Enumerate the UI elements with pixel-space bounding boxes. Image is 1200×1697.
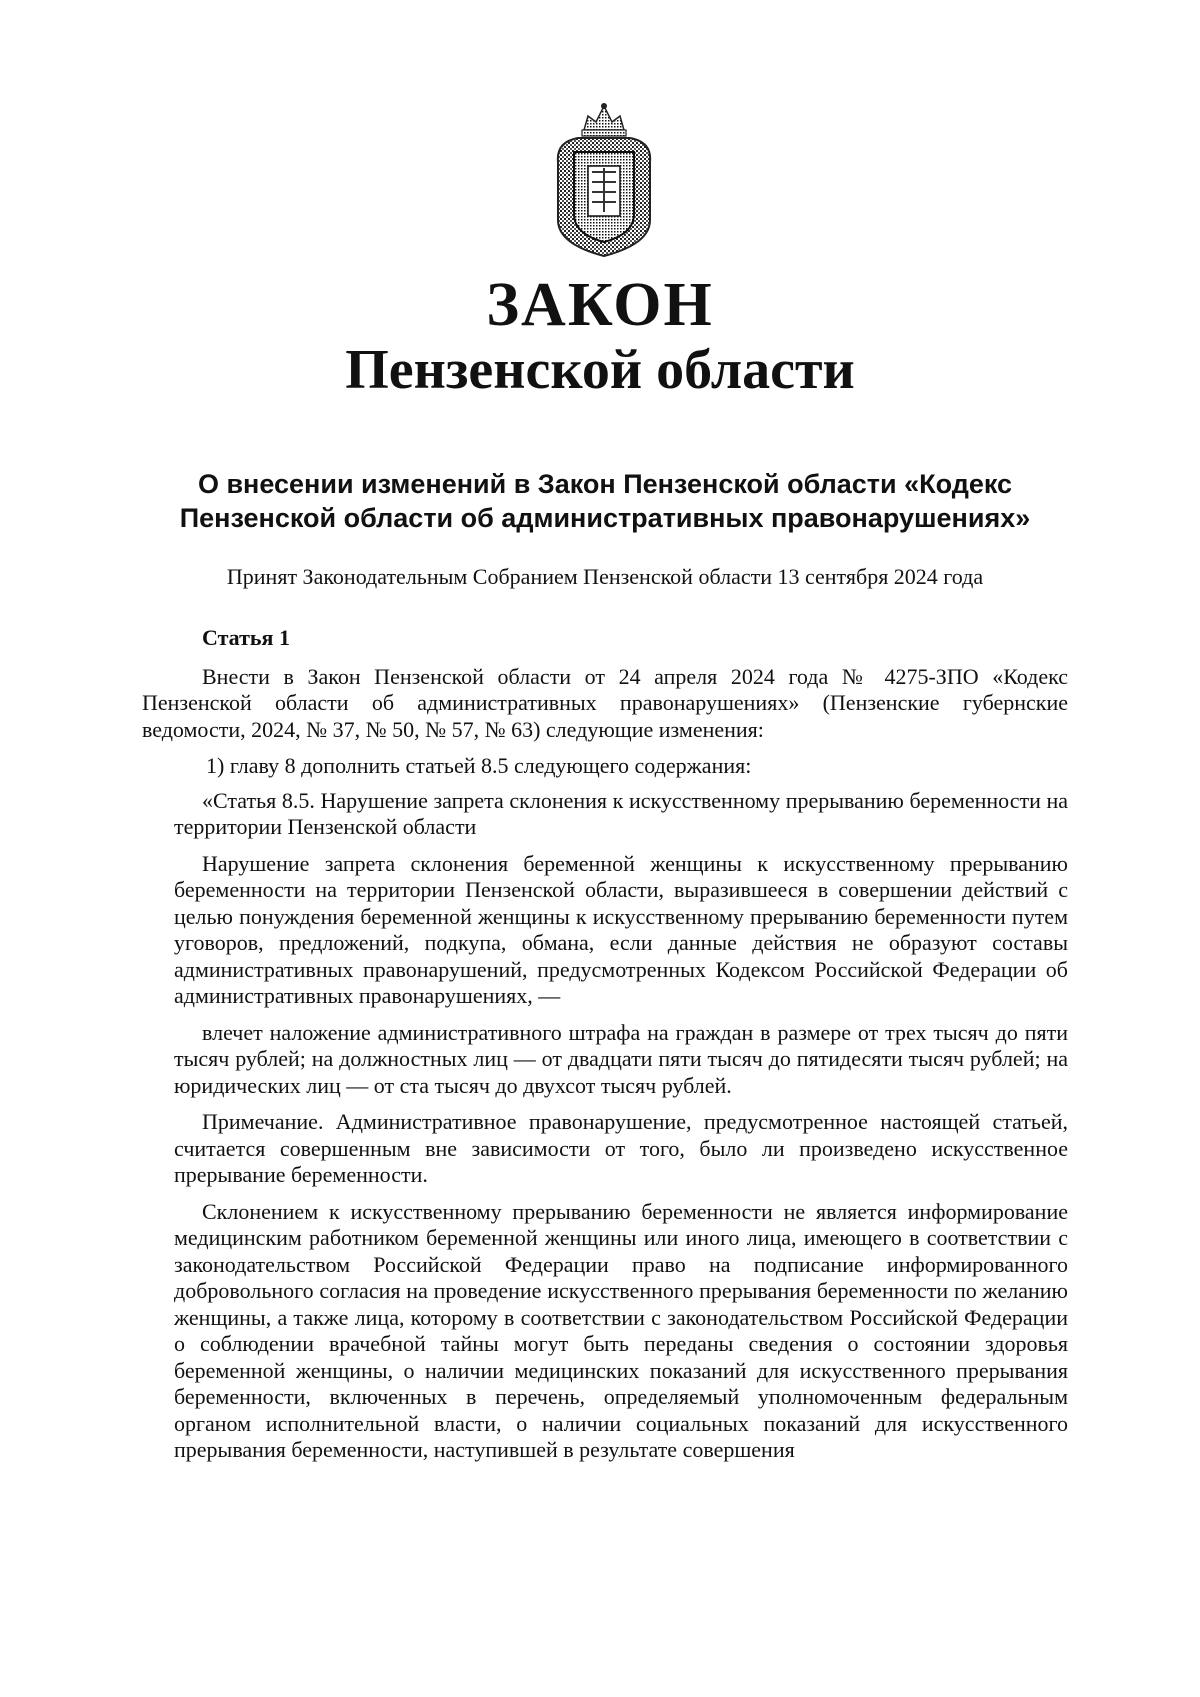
document-heading: О внесении изменений в Закон Пензенской области «Кодекс Пензенской области об административных правонарушениях» [179, 469, 1031, 533]
law-title: ЗАКОН [486, 271, 714, 339]
quoted-paragraph: Нарушение запрета склонения беременной женщины к искусственному прерыванию беременности на территории Пензенской области, выразившееся в совершении действий с целью понуждения беременной женщины к искусственному прерыванию беременности путем уговоров, предложений, подкупа, обмана, если данные действия не образуют составы административных правонарушений, предусмотренных Кодексом Российской Федерации об административных правонарушениях, — [174, 850, 1068, 1008]
quoted-paragraph: Склонением к искусственному прерыванию беременности не является информирование медицинским работником беременной женщины или иного лица, имеющего в соответствии с законодательством Российской Федерации право на подписание информированного добровольного согласия на проведение искусственного прерывания беременности по желанию женщины, а также лица, которому в соответствии с законодательством Российской Федерации о соблюдении врачебной тайны могут быть переданы сведения о состоянии здоровья беременной женщины, о наличии медицинских показаний для искусственного прерывания беременности, включенных в перечень, определяемый уполномоченным федеральным органом исполнительной власти, о наличии социальных показаний для искусственного прерывания беременности, наступившей в результате совершения [174, 1198, 1068, 1462]
quoted-article-title: «Статья 8.5. Нарушение запрета склонения к искусственному прерыванию беременности на территории Пензенской области [174, 787, 1068, 839]
quoted-paragraph: влечет наложение административного штрафа на граждан в размере от трех тысяч до пяти тысяч рублей; на должностных лиц — от двадцати пяти тысяч до пятидесяти тысяч рублей; на юридических лиц — от ста тысяч до двухсот тысяч рублей. [174, 1019, 1068, 1098]
adoption-line: Принят Законодательным Собранием Пензенской области 13 сентября 2024 года [226, 564, 984, 589]
region-title: Пензенской области [345, 339, 855, 401]
quoted-paragraph: Примечание. Административное правонарушение, предусмотренное настоящей статьей, считается совершенным вне зависимости от того, было ли произведено искусственное прерывание беременности. [174, 1109, 1068, 1187]
article-title: Статья 1 [202, 625, 290, 650]
penza-coat-of-arms-icon [548, 102, 660, 260]
document-body [142, 625, 1068, 1474]
intro-paragraph: Внести в Закон Пензенской области от 24 апреля 2024 года № 4275-ЗПО «Кодекс Пензенской области об административных правонарушениях» (Пензенские губернские ведомости, 2024, № 37, № 50, № 57, № 63) следующие изменения: [142, 663, 1068, 742]
list-item: 1) главу 8 дополнить статьей 8.5 следующего содержания: [206, 753, 752, 778]
